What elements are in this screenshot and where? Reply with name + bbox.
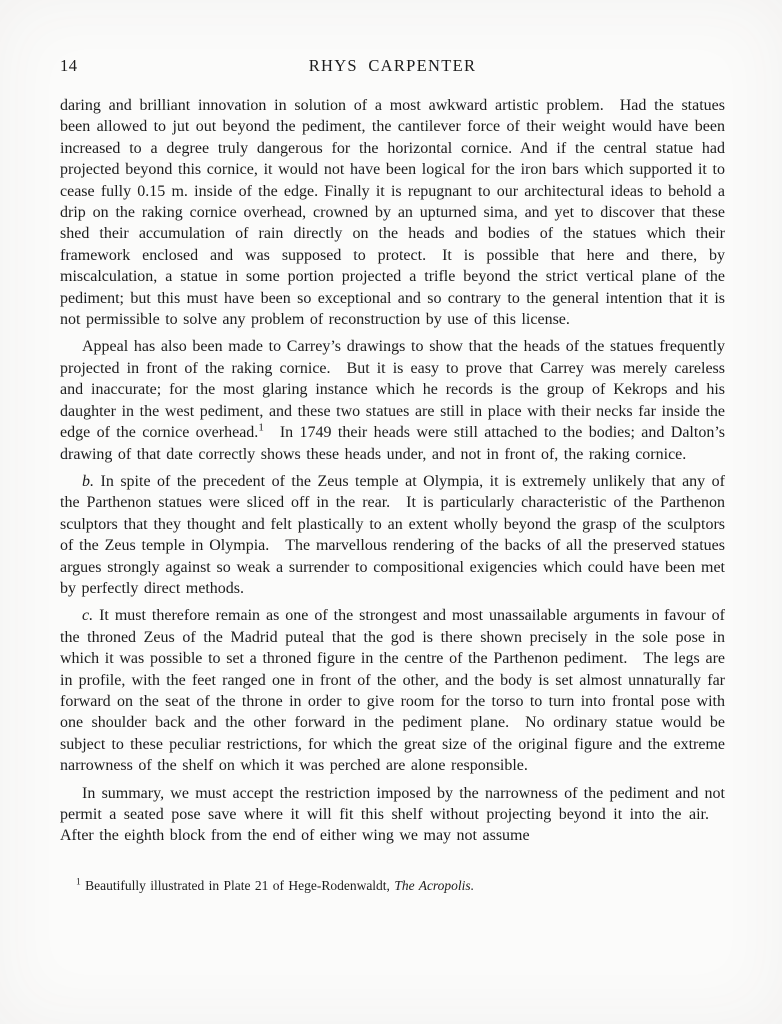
footnote-text: Beautifully illustrated in Plate 21 of Hege-Rodenwaldt, (80, 877, 395, 893)
footnote-marker: 1 (76, 877, 81, 888)
paragraph-text: In 1749 their heads were still attached to the bodies; and Dalton’s drawing of that date correctly shows these heads under, and not in front of, the raking cornice. (60, 424, 725, 463)
running-header (60, 56, 725, 80)
section-letter-b: b. (82, 472, 94, 490)
running-title: RHYS CARPENTER (308, 56, 477, 75)
footnote-work-title: The Acropolis. (394, 877, 475, 893)
paragraph-continuation: daring and brilliant innovation in solution of a most awkward artistic problem. Had the statues been allowed to jut out beyond the pediment, the cantilever force of their weight would have been increased to a degree truly dangerous for the horizontal cornice. And if the central statue had projected beyond this cornice, it would not have been logical for the iron bars which supported it to cease fully 0.15 m. inside of the edge. Finally it is repugnant to our architectural ideas to behold a drip on the raking cornice overhead, crowned by an upturned sima, and yet to discover that these shed their accumulation of rain directly on the heads and bodies of the statues which their framework enclosed and was supposed to protect. It is possible that here and there, by miscalculation, a statue in some portion projected a trifle beyond the strict vertical plane of the pediment; but this must have been so exceptional and so contrary to the general intention that it is not permissible to solve any problem of reconstruction by use of this license. (60, 97, 725, 329)
paragraph-text: It must therefore remain as one of the strongest and most unassailable arguments in favour of the throned Zeus of the Madrid puteal that the god is there shown precisely in the sole pose in which it was possible to set a throned figure in the centre of the Parthenon pediment. The legs are in profile, with the feet ranged one in front of the other, and the body is set almost unnaturally far forward on the seat of the throne in order to give room for the torso to turn into frontal pose with one shoulder back and the other forward in the pediment plane. No ordinary statue would be subject to these peculiar restrictions, for which the great size of the original figure and the extreme narrowness of the shelf on which it was perched are alone responsible. (60, 607, 725, 775)
paragraph-text: In spite of the precedent of the Zeus temple at Olympia, it is extremely unlikely that any of the Parthenon statues were sliced off in the rear. It is particularly characteristic of the Parthenon sculptors that they thought and felt plastically to an extent wholly beyond the grasp of the sculptors of the Zeus temple in Olympia. The marvellous rendering of the backs of all the preserved statues argues strongly against so weak a surrender to compositional exigencies which could have been met by perfectly direct methods. (60, 472, 725, 597)
body-text (60, 95, 725, 847)
page-number: 14 (60, 56, 78, 75)
paragraph-section-b (60, 471, 725, 599)
footnote-reference-marker: 1 (258, 421, 264, 434)
paragraph-text: Appeal has also been made to Carrey’s drawings to show that the heads of the statues frequently projected in front of the raking cornice. But it is easy to prove that Carrey was merely careless and inaccurate; for the most glaring instance which he records is the group of Kekrops and his daughter in the west pediment, and these two statues are still in place with their necks far inside the edge of the cornice overhead. (60, 338, 725, 442)
section-letter-c: c. (82, 607, 94, 625)
paragraph-summary: In summary, we must accept the restriction imposed by the narrowness of the pediment and not permit a seated pose save where it will fit this shelf without projecting beyond it into the air. After the eighth block from the end of either wing we may not assume (60, 784, 725, 845)
paragraph-section-c (60, 605, 725, 776)
footnote (60, 877, 725, 895)
paragraph-carrey-drawings (60, 336, 725, 464)
